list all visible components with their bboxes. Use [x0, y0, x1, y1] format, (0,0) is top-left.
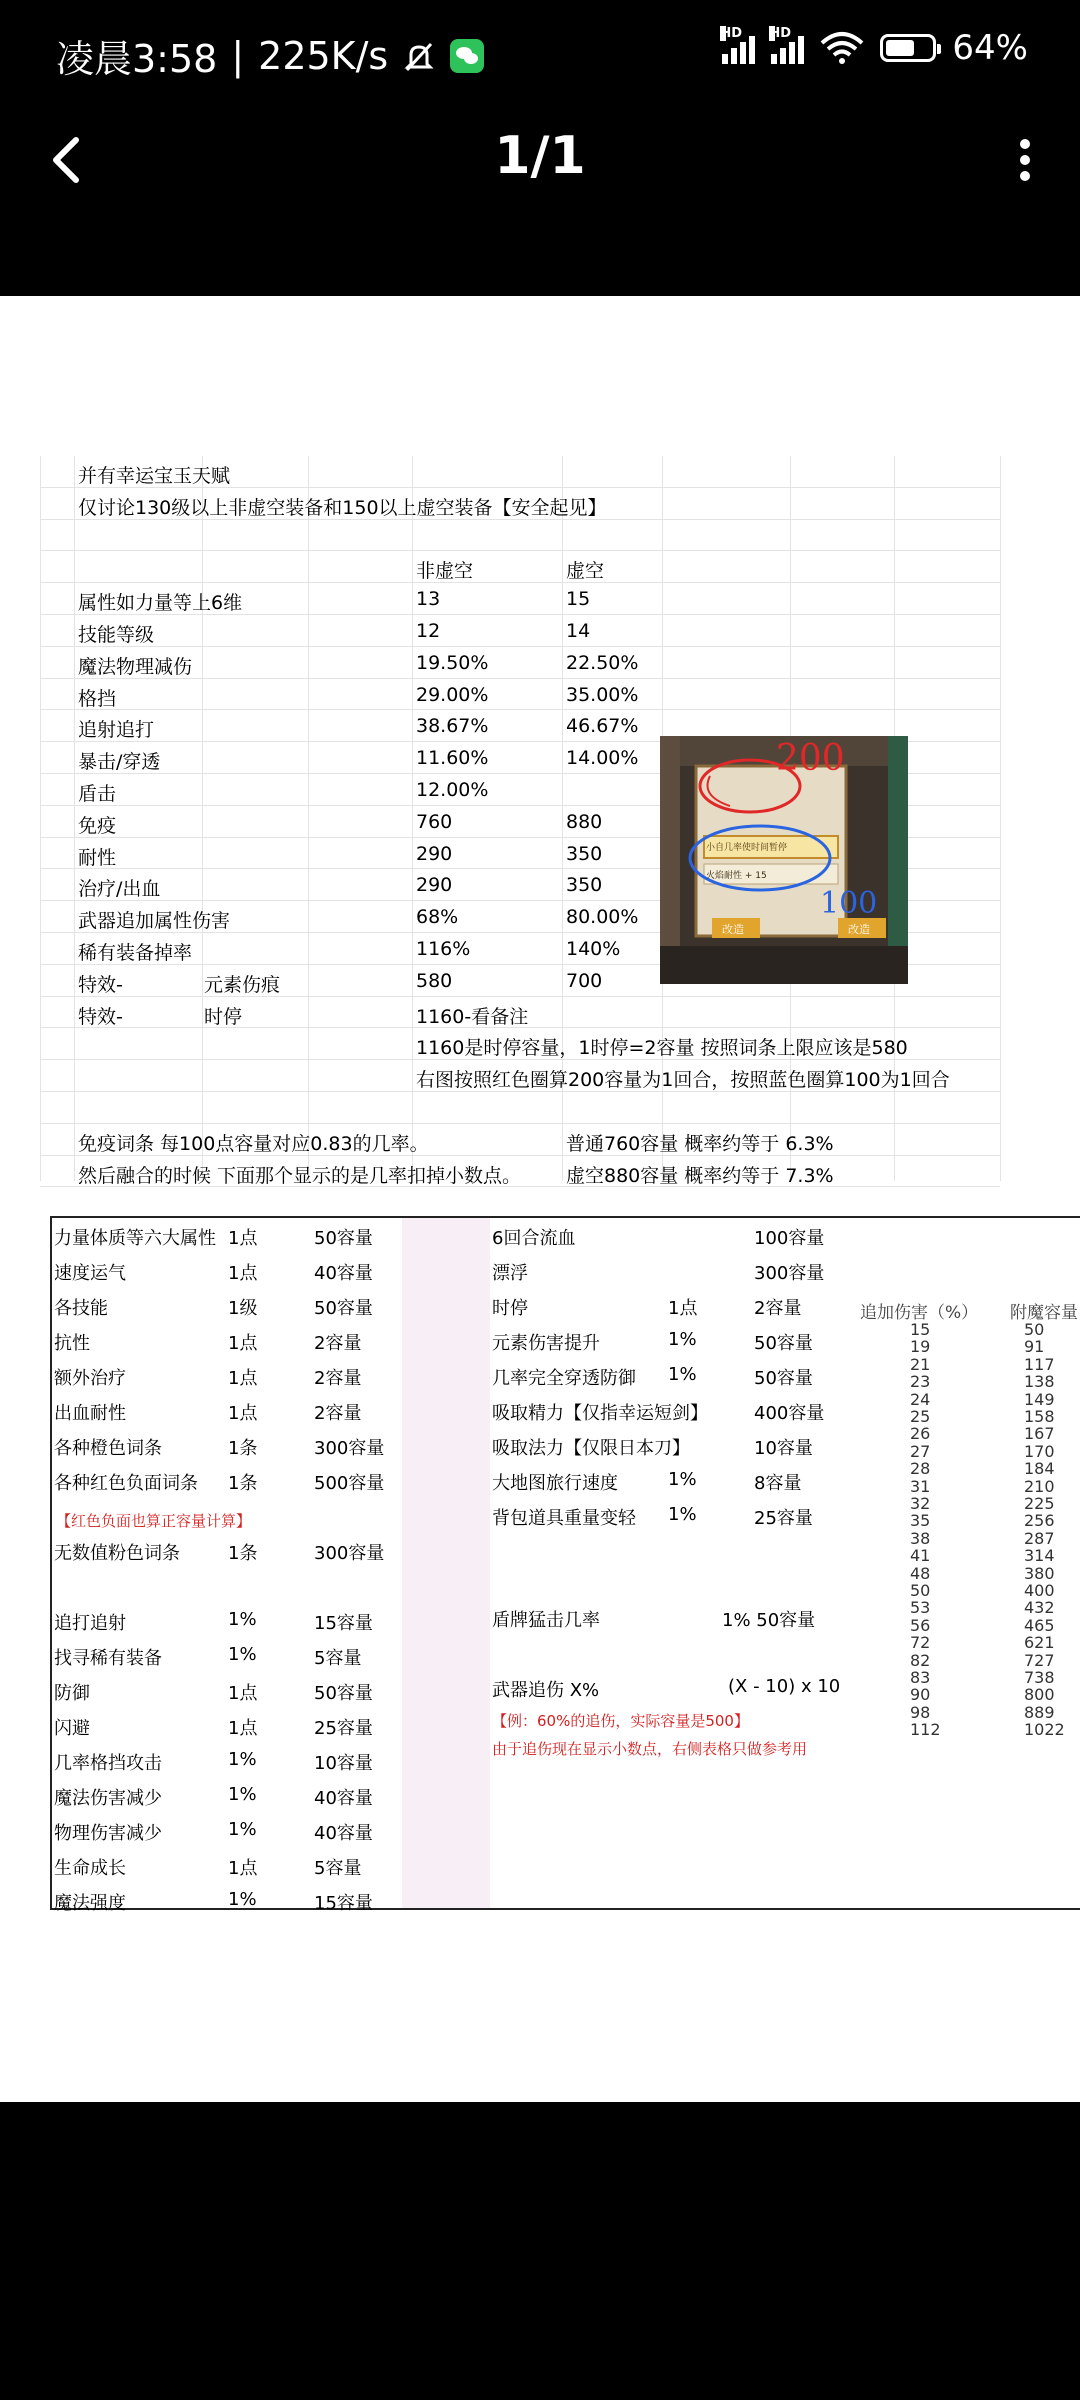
damage-row-cell: 465	[1024, 1615, 1055, 1635]
capacity-row-cell: 魔法强度	[54, 1893, 126, 1914]
capacity-row-cell: 100容量	[754, 1228, 825, 1249]
capacity-row-cell: 1点	[228, 1263, 258, 1284]
sheet-row: 右图按照红色圈算200容量为1回合，按照蓝色圈算100为1回合	[40, 1060, 1000, 1092]
damage-row-cell: 32	[910, 1494, 931, 1513]
capacity-row-cell: 抗性	[54, 1333, 90, 1354]
damage-row-cell: 23	[910, 1372, 931, 1392]
capacity-row-cell: 5容量	[314, 1858, 362, 1879]
capacity-row-cell: 5容量	[314, 1648, 362, 1669]
status-time: 凌晨3:58	[56, 37, 218, 81]
capacity-row-cell: 1点	[228, 1228, 258, 1249]
sheet-row: 免疫词条 每100点容量对应0.83的几率。 普通760容量 概率约等于 6.3%	[40, 1124, 1000, 1156]
damage-row-cell: 28	[910, 1459, 931, 1479]
damage-row-cell: 400	[1024, 1581, 1055, 1600]
capacity-row-cell: 额外治疗	[54, 1368, 126, 1389]
damage-row-cell: 91	[1024, 1337, 1045, 1357]
damage-row-cell: 117	[1024, 1354, 1055, 1374]
damage-row-cell: 149	[1024, 1389, 1055, 1409]
damage-row-cell: 35	[910, 1511, 931, 1531]
damage-row-cell: 727	[1024, 1650, 1055, 1670]
capacity-row-cell: 50容量	[754, 1368, 813, 1389]
sheet-row: 1160是时停容量，1时停=2容量 按照词条上限应该是580	[40, 1028, 1000, 1060]
signal-hd-icon: HD	[722, 32, 755, 64]
damage-row-cell: 184	[1024, 1459, 1055, 1479]
status-bar: 凌晨3:58 | 225K/s HD HD 64%	[0, 0, 1080, 104]
damage-row-cell: 15	[910, 1320, 931, 1339]
capacity-row-cell: 物理伤害减少	[54, 1823, 162, 1844]
capacity-row-cell: 10容量	[754, 1438, 813, 1459]
damage-row-cell: 53	[910, 1598, 931, 1618]
damage-row-cell: 380	[1024, 1563, 1055, 1583]
damage-row-cell: 287	[1024, 1528, 1055, 1548]
blue-annotation: 100	[820, 886, 878, 921]
battery-icon	[880, 34, 936, 62]
modify-button-right: 改造	[848, 923, 870, 936]
capacity-row-cell: 1条	[228, 1543, 258, 1564]
damage-row-cell: 889	[1024, 1702, 1055, 1722]
capacity-row-cell: 1%	[228, 1819, 257, 1840]
capacity-row-cell: 1%	[668, 1329, 697, 1350]
capacity-row-cell: 40容量	[314, 1823, 373, 1844]
wifi-icon	[820, 31, 864, 65]
capacity-row-cell: 1点	[228, 1718, 258, 1739]
damage-row-cell: 225	[1024, 1494, 1055, 1513]
capacity-row-cell: 1点	[228, 1368, 258, 1389]
capacity-row-cell: 50容量	[314, 1298, 373, 1319]
damage-row-cell: 170	[1024, 1441, 1055, 1461]
capacity-row-cell: 吸取精力【仅指幸运短剑】	[492, 1403, 708, 1424]
sheet-row: 技能等级 12 14	[40, 615, 1000, 647]
capacity-row-cell: 50容量	[754, 1333, 813, 1354]
capacity-row-cell: 1%	[228, 1889, 257, 1910]
capacity-row-cell: 1%	[668, 1504, 697, 1525]
capacity-row-cell: 10容量	[314, 1753, 373, 1774]
capacity-row-cell: 几率完全穿透防御	[492, 1368, 636, 1389]
capacity-row-cell: 15容量	[314, 1613, 373, 1634]
capacity-row-cell: 40容量	[314, 1788, 373, 1809]
damage-row-cell: 38	[910, 1528, 931, 1548]
damage-row-cell: 24	[910, 1389, 931, 1409]
damage-row-cell: 41	[910, 1546, 931, 1566]
damage-row-cell: 1022	[1024, 1720, 1065, 1740]
sheet-row: 属性如力量等上6维 13 15	[40, 583, 1000, 615]
capacity-row-cell: 400容量	[754, 1403, 825, 1424]
damage-row-cell: 98	[910, 1702, 931, 1722]
capacity-row-cell: 1点	[228, 1333, 258, 1354]
capacity-row-cell: 1点	[228, 1683, 258, 1704]
capacity-row-cell: 速度运气	[54, 1263, 126, 1284]
damage-row-cell: 90	[910, 1685, 931, 1705]
sheet-row: 追射追打 38.67% 46.67%	[40, 710, 1000, 742]
capacity-row-cell: 大地图旅行速度	[492, 1473, 618, 1494]
capacity-row-cell: 1%	[228, 1644, 257, 1665]
capacity-row-cell: 闪避	[54, 1718, 90, 1739]
capacity-row-cell: 300容量	[314, 1438, 385, 1459]
capacity-row-cell: 1%	[668, 1364, 697, 1385]
red-note-left: 【红色负面也算正容量计算】	[56, 1512, 252, 1530]
sheet-row: 特效- 时停 1160-看备注	[40, 997, 1000, 1029]
sheet-row: 暴击/穿透 11.60% 14.00%	[40, 742, 1000, 774]
sheet-row: 特效- 元素伤痕 580 700	[40, 965, 1000, 997]
damage-row-cell: 27	[910, 1441, 931, 1461]
modify-button-left: 改造	[722, 923, 744, 936]
damage-row-cell: 31	[910, 1476, 931, 1496]
capacity-row-cell: 300容量	[314, 1543, 385, 1564]
damage-row-cell: 56	[910, 1615, 931, 1635]
more-vertical-icon[interactable]	[1010, 130, 1040, 190]
bell-muted-icon	[402, 39, 436, 73]
capacity-row-cell: 几率格挡攻击	[54, 1753, 162, 1774]
battery-percent: 64%	[952, 28, 1028, 68]
capacity-row-cell: 1条	[228, 1438, 258, 1459]
capacity-row-cell: 出血耐性	[54, 1403, 126, 1424]
capacity-row-cell: 1%	[668, 1469, 697, 1490]
damage-row-cell: 256	[1024, 1511, 1055, 1531]
sheet-row: 然后融合的时候 下面那个显示的是几率扣掉小数点。 虚空880容量 概率约等于 7.3%	[40, 1156, 1000, 1188]
capacity-row-cell: 1点	[228, 1858, 258, 1879]
damage-row-cell: 83	[910, 1668, 931, 1687]
capacity-row-cell: 找寻稀有装备	[54, 1648, 162, 1669]
sheet-header-row: 非虚空 虚空	[40, 551, 1000, 583]
capacity-row-cell: 追打追射	[54, 1613, 126, 1634]
damage-row-cell: 432	[1024, 1598, 1055, 1618]
capacity-row-cell: 各种红色负面词条	[54, 1473, 198, 1494]
capacity-row-cell: 50容量	[314, 1228, 373, 1249]
capacity-row-cell: 1%	[228, 1609, 257, 1630]
capacity-row-cell: 时停	[492, 1298, 528, 1319]
capacity-row-cell: 背包道具重量变轻	[492, 1508, 636, 1529]
red-annotation: 200	[776, 738, 845, 779]
damage-row-cell: 50	[1024, 1320, 1045, 1339]
capacity-row-cell: 元素伤害提升	[492, 1333, 600, 1354]
damage-row-cell: 26	[910, 1424, 931, 1444]
capacity-row-cell: 1%	[228, 1784, 257, 1805]
bottom-bar	[0, 2102, 1080, 2400]
capacity-row-cell: 防御	[54, 1683, 90, 1704]
damage-row-cell: 158	[1024, 1407, 1055, 1426]
capacity-table: 力量体质等六大属性 1点 50容量 速度运气 1点 40容量 各技能 1级 50容量 抗性 1点 2容量 额外治疗 1点 2容量 出血耐性 1点 2容量 各种橙色词条 1条 300容量 各种红色负面词条 1条 500容量 无数值粉色词条 1条 300容量 追打追射 1% 15容量 找寻稀有装备 1% 5容量 防御 1点 50容量 闪避 1点 25容量 几率格挡攻击 1% 10容量 魔法伤害减少 1% 40容量 物理伤害减少 1% 40容量 生命成长 1点 5容量 魔法强度 1% 15容量 【红色负面也算正容量计算】 6回合流血 100容量 漂浮 300容量 时停 1点 2容量 元素伤害提升 1% 50容量 几率完全穿透防御 1% 50容量 吸取精力【仅指幸运短剑】 400容量 吸取法力【仅限日本刀】 10容量 大地图旅行速度 1% 8容量 背包道具重量变轻 1% 25容量 盾牌猛击几率 1% 50容量 武器追伤 X% (X - 10) x 10 【例：60%的追伤，实际容量是500】 由于追伤现在显示小数点，右侧表格只做参考用 追加伤害（%） 附魔容量 15 50 19 91 21 117 23 138 24 149 25 158 26 167 27 170 28 184 31 210 32 225 35 256 38 287 41 314 48 380 50 400 53 432 56 465 72 621 82 727 83 738 90 800 98 889 112 1022	[50, 1216, 1080, 1910]
capacity-row-cell: 各种橙色词条	[54, 1438, 162, 1459]
viewer-header	[0, 104, 1080, 296]
capacity-row-cell: 力量体质等六大属性	[54, 1228, 216, 1249]
sheet-row: 免疫 760 880	[40, 806, 1000, 838]
sheet-row: 稀有装备掉率 116% 140%	[40, 933, 1000, 965]
damage-row-cell: 167	[1024, 1424, 1055, 1444]
damage-row-cell: 72	[910, 1633, 931, 1653]
game-screenshot-thumbnail: 200 100 小自几率使时间暂停 火焰耐性 + 15 改造 改造	[660, 736, 908, 984]
capacity-row-cell: 1级	[228, 1298, 258, 1319]
capacity-row-cell: 50容量	[314, 1683, 373, 1704]
capacity-row-cell: 生命成长	[54, 1858, 126, 1879]
sheet-row: 魔法物理减伤 19.50% 22.50%	[40, 647, 1000, 679]
capacity-row-cell: 6回合流血	[492, 1228, 576, 1249]
capacity-row-cell: 无数值粉色词条	[54, 1543, 180, 1564]
sheet-row: 盾击 12.00%	[40, 774, 1000, 806]
capacity-row-cell: 魔法伤害减少	[54, 1788, 162, 1809]
sheet-row: 武器追加属性伤害 68% 80.00%	[40, 901, 1000, 933]
damage-row-cell: 21	[910, 1354, 931, 1374]
damage-row-cell: 48	[910, 1563, 931, 1583]
damage-row-cell: 138	[1024, 1372, 1055, 1392]
capacity-row-cell: 15容量	[314, 1893, 373, 1914]
capacity-row-cell: 500容量	[314, 1473, 385, 1494]
sheet-row: 仅讨论130级以上非虚空装备和150以上虚空装备【安全起见】	[40, 488, 1000, 520]
page-counter: 1/1	[494, 126, 586, 186]
sheet-row	[40, 520, 1000, 552]
capacity-row-cell: 25容量	[754, 1508, 813, 1529]
damage-row-cell: 25	[910, 1407, 931, 1426]
capacity-row-cell: 1%	[228, 1749, 257, 1770]
capacity-row-cell: 25容量	[314, 1718, 373, 1739]
damage-row-cell: 738	[1024, 1668, 1055, 1687]
capacity-row-cell: 1点	[668, 1298, 698, 1319]
capacity-row-cell: 2容量	[754, 1298, 802, 1319]
damage-row-cell: 800	[1024, 1685, 1055, 1705]
capacity-row-cell: 1条	[228, 1473, 258, 1494]
damage-row-cell: 50	[910, 1581, 931, 1600]
status-speed: 225K/s	[258, 33, 389, 78]
signal-hd-2-icon: HD	[771, 32, 804, 64]
capacity-row-cell: 漂浮	[492, 1263, 528, 1284]
capacity-row-cell: 各技能	[54, 1298, 108, 1319]
capacity-row-cell: 吸取法力【仅限日本刀】	[492, 1438, 690, 1459]
damage-row-cell: 19	[910, 1337, 931, 1357]
damage-row-cell: 621	[1024, 1633, 1055, 1653]
capacity-row-cell: 2容量	[314, 1333, 362, 1354]
wechat-icon	[450, 39, 484, 73]
sheet-row: 治疗/出血 290 350	[40, 869, 1000, 901]
damage-row-cell: 314	[1024, 1546, 1055, 1566]
sheet-row	[40, 1092, 1000, 1124]
capacity-row-cell: 2容量	[314, 1368, 362, 1389]
damage-row-cell: 210	[1024, 1476, 1055, 1496]
capacity-row-cell: 300容量	[754, 1263, 825, 1284]
sheet-row: 并有幸运宝玉天赋	[40, 456, 1000, 488]
sheet-row: 格挡 29.00% 35.00%	[40, 679, 1000, 711]
damage-row-cell: 112	[910, 1720, 941, 1740]
capacity-row-cell: 2容量	[314, 1403, 362, 1424]
capacity-row-cell: 8容量	[754, 1473, 802, 1494]
damage-row-cell: 82	[910, 1650, 931, 1670]
capacity-row-cell: 40容量	[314, 1263, 373, 1284]
capacity-row-cell: 1点	[228, 1403, 258, 1424]
sheet-row: 耐性 290 350	[40, 838, 1000, 870]
image-content[interactable]	[0, 296, 1080, 2102]
